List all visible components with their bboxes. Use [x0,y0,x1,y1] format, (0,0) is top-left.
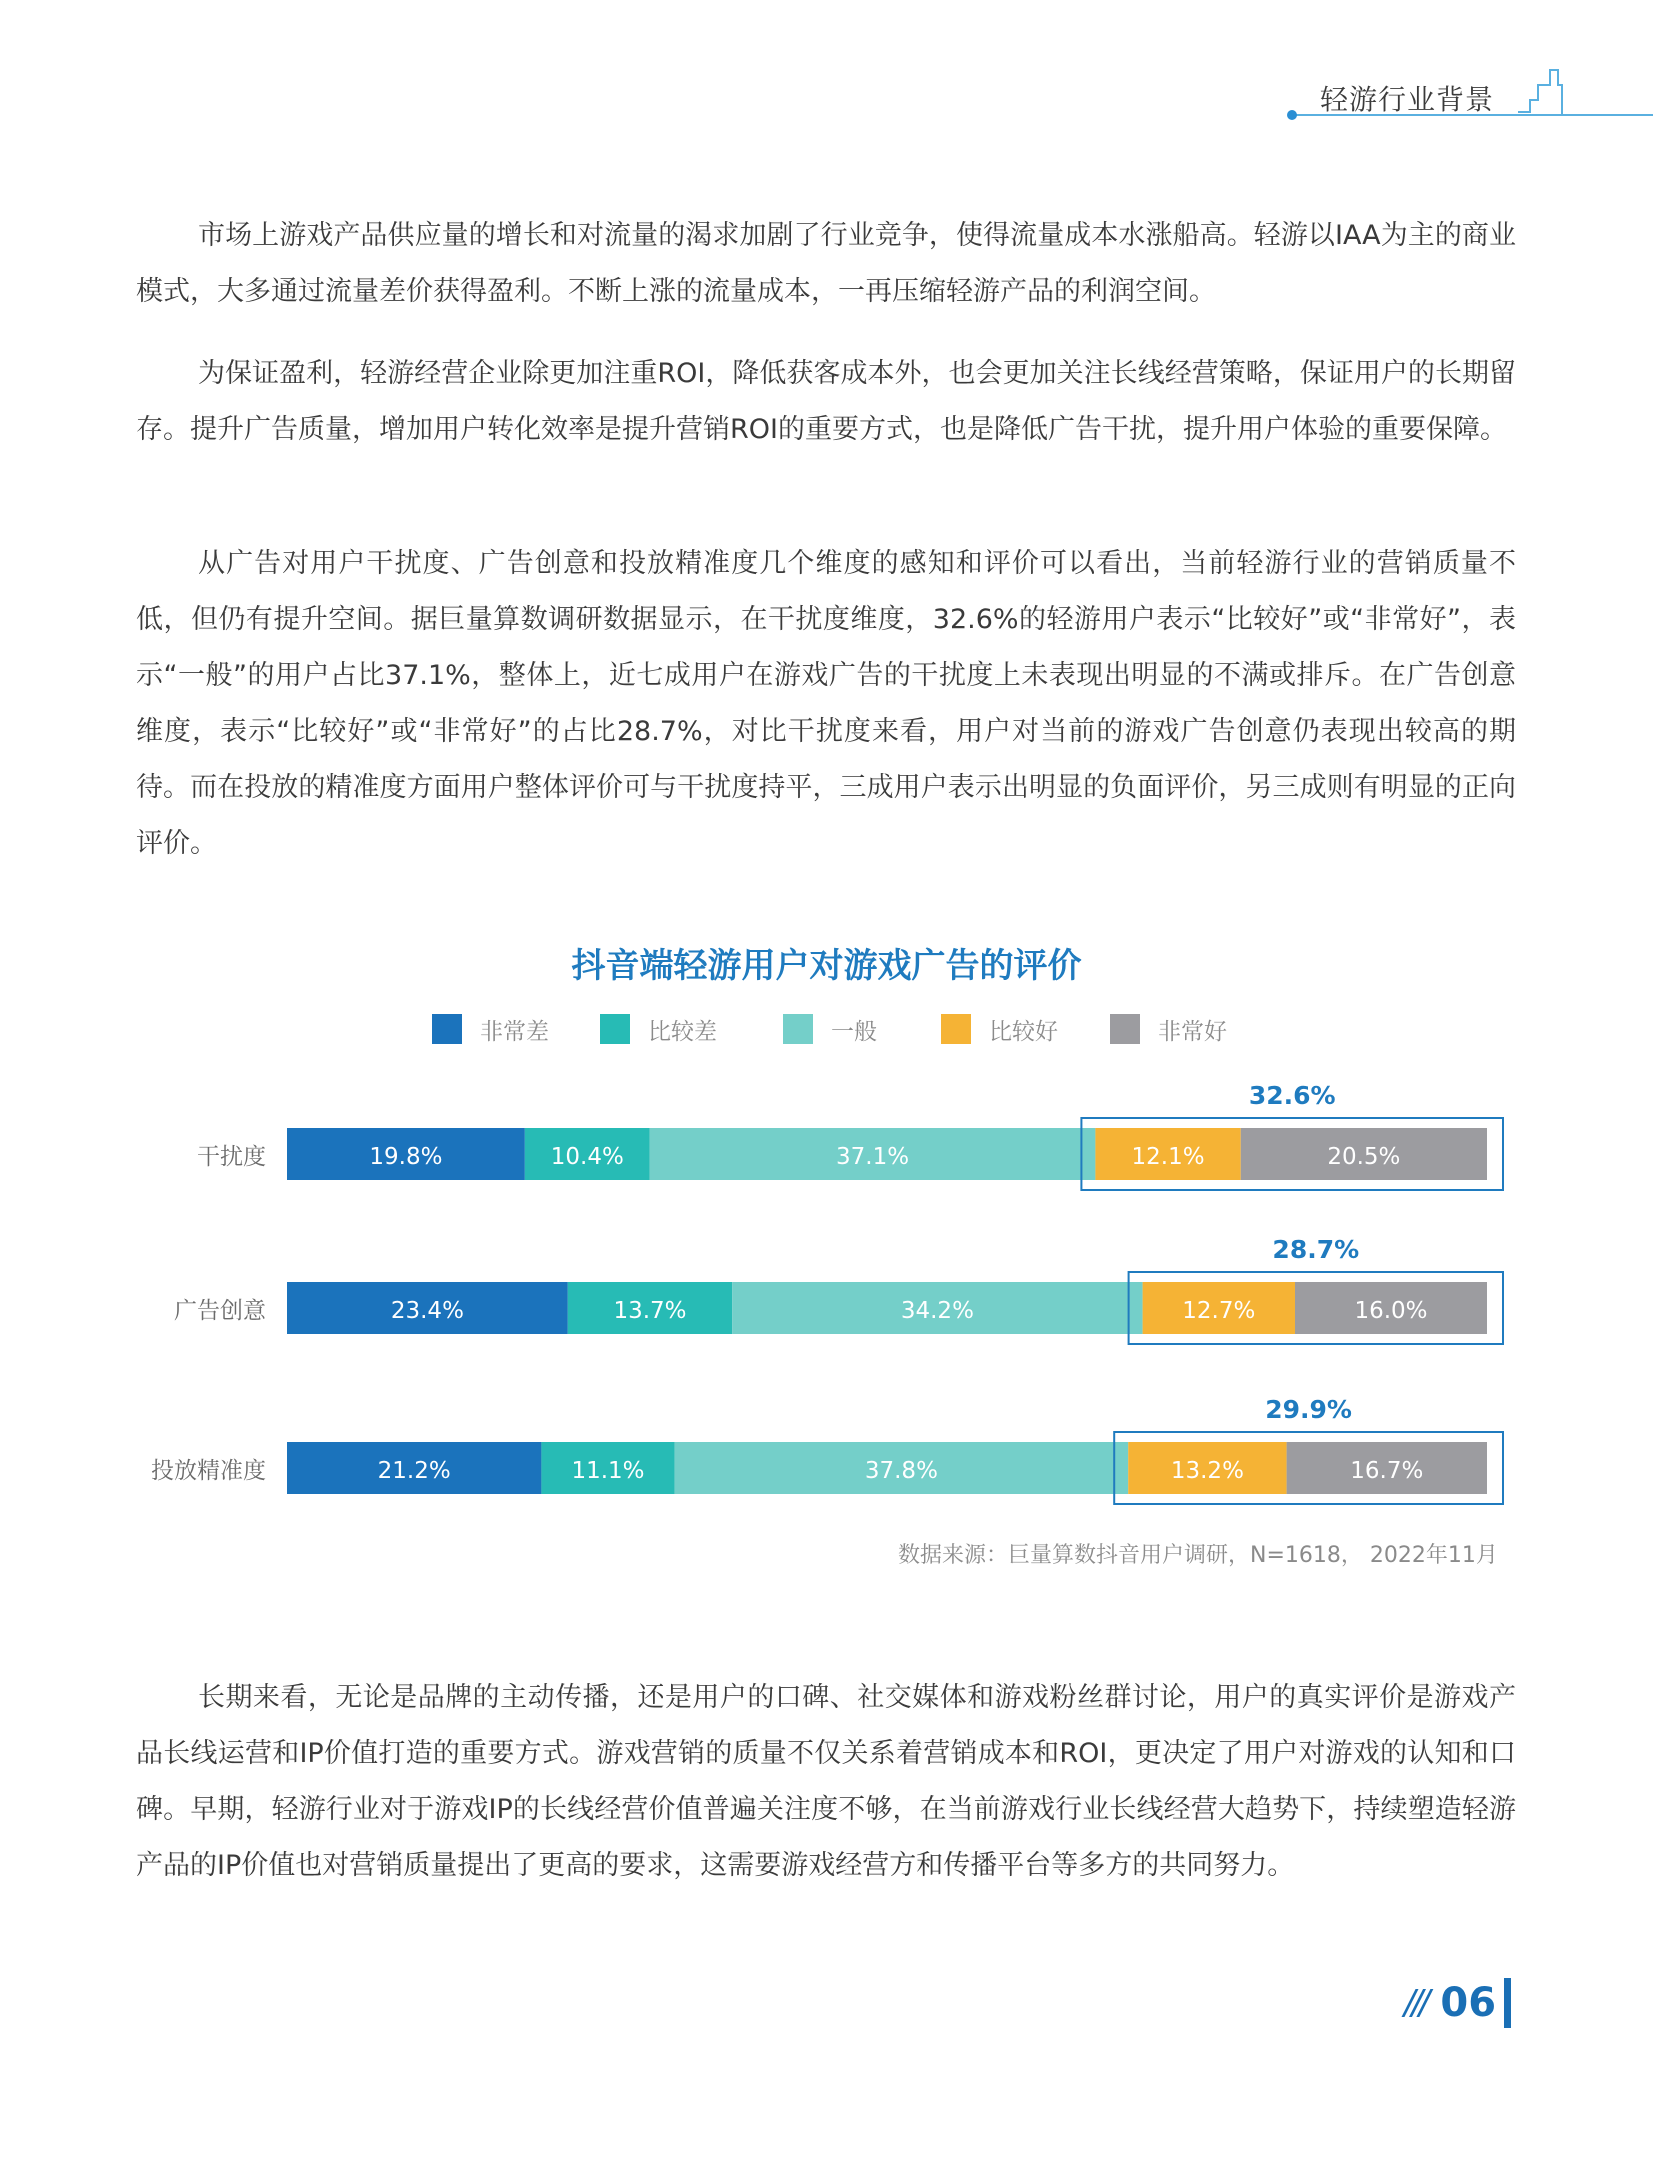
legend-swatch [1110,1014,1140,1044]
bar-value-label: 10.4% [550,1144,624,1170]
highlight-total-label: 28.7% [1272,1235,1360,1264]
bar-value-label: 16.0% [1354,1298,1428,1324]
bar-value-label: 20.5% [1327,1144,1401,1170]
highlight-total-label: 32.6% [1248,1081,1336,1110]
body-paragraph: 长期来看，无论是品牌的主动传播，还是用户的口碑、社交媒体和游戏粉丝群讨论，用户的真实评价是游戏产品长线运营和IP价值打造的重要方式。游戏营销的质量不仅关系着营销成本和ROI，更决定了用户对游戏的认知和口碑。早期，轻游行业对于游戏IP的长线经营价值普遍关注度不够，在当前游戏行业长线经营大趋势下，持续塑造轻游产品的IP价值也对营销质量提出了更高的要求，这需要游戏经营方和传播平台等多方的共同努力。 [136,1682,1516,1881]
page-number-text: 06 [1440,1980,1497,2026]
legend-label: 非常差 [480,1019,549,1045]
category-label: 投放精准度 [151,1458,266,1484]
legend-swatch [432,1014,462,1044]
body-paragraph: 市场上游戏产品供应量的增长和对流量的渴求加剧了行业竞争，使得流量成本水涨船高。轻游以IAA为主的商业模式，大多通过流量差价获得盈利。不断上涨的流量成本，一再压缩轻游产品的利润空间。 [136,220,1516,307]
chart-title: 抖音端轻游用户对游戏广告的评价 [571,946,1082,986]
legend-label: 比较差 [648,1019,717,1045]
category-label: 广告创意 [174,1298,266,1324]
bar-value-label: 16.7% [1350,1458,1424,1484]
bar-value-label: 13.2% [1170,1458,1244,1484]
bar-value-label: 37.8% [864,1458,938,1484]
legend-label: 一般 [831,1019,877,1045]
highlight-total-label: 29.9% [1265,1395,1352,1424]
page-number-bar [1504,1978,1511,2028]
legend-swatch [783,1014,813,1044]
data-source: 数据来源：巨量算数抖音用户调研，N=1618， 2022年11月 [898,1543,1498,1568]
body-paragraph: 从广告对用户干扰度、广告创意和投放精准度几个维度的感知和评价可以看出，当前轻游行业的营销质量不低，但仍有提升空间。据巨量算数调研数据显示，在干扰度维度，32.6%的轻游用户表示“比较好”或“非常好”，表示“一般”的用户占比37.1%，整体上，近七成用户在游戏广告的干扰度上未表现出明显的不满或排斥。在广告创意维度，表示“比较好”或“非常好”的占比28.7%，对比干扰度来看，用户对当前的游戏广告创意仍表现出较高的期待。而在投放的精准度方面用户整体评价可与干扰度持平，三成用户表示出明显的负面评价，另三成则有明显的正向评价。 [136,548,1516,859]
bar-value-label: 19.8% [369,1144,443,1170]
bar-value-label: 13.7% [613,1298,687,1324]
section-title: 轻游行业背景 [1320,83,1495,116]
legend-label: 非常好 [1158,1019,1227,1045]
category-label: 干扰度 [197,1144,266,1170]
bar-value-label: 11.1% [571,1458,645,1484]
bar-value-label: 34.2% [900,1298,974,1324]
legend-swatch [941,1014,971,1044]
legend-swatch [600,1014,630,1044]
body-paragraph: 为保证盈利，轻游经营企业除更加注重ROI，降低获客成本外，也会更加关注长线经营策略，保证用户的长期留存。提升广告质量，增加用户转化效率是提升营销ROI的重要方式，也是降低广告干扰，提升用户体验的重要保障。 [136,358,1516,445]
bar-value-label: 23.4% [390,1298,464,1324]
page-number [1404,1978,1511,2028]
bar-value-label: 37.1% [836,1144,910,1170]
legend-label: 比较好 [989,1019,1058,1045]
page-number-slashes: /// [1404,1983,1427,2023]
bar-value-label: 21.2% [377,1458,451,1484]
bar-value-label: 12.1% [1131,1144,1205,1170]
bar-value-label: 12.7% [1182,1298,1256,1324]
